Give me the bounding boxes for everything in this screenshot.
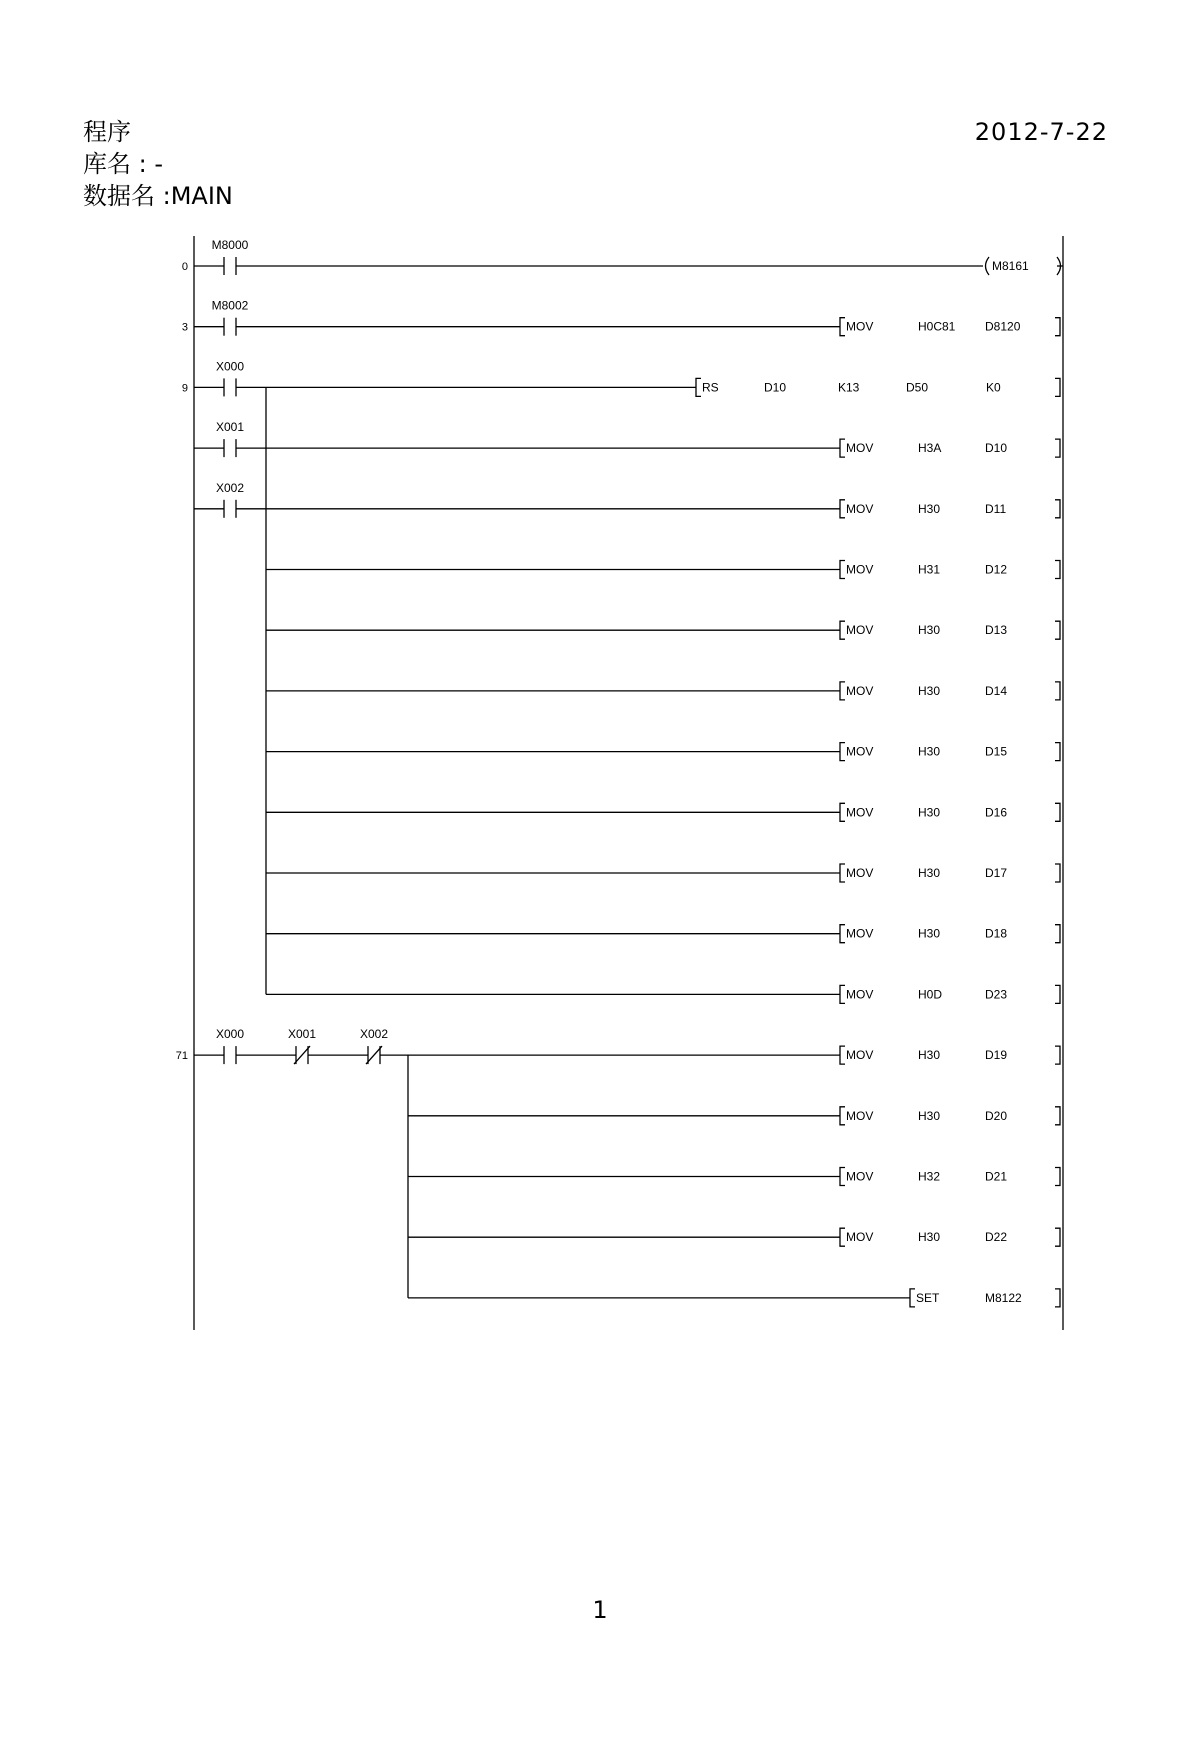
instr-operand: H30: [918, 501, 941, 516]
instr-left-bracket: [840, 621, 845, 639]
instr-right-bracket: [1055, 500, 1060, 518]
instr-operand: D10: [764, 380, 787, 395]
instr-left-bracket: [840, 985, 845, 1003]
contact-m8002: [212, 299, 249, 336]
step-number: 3: [181, 321, 188, 334]
instr-left-bracket: [840, 500, 845, 518]
instr-operand: H30: [918, 683, 941, 698]
instr-right-bracket: [1055, 378, 1060, 396]
contact-label: X000: [215, 359, 245, 374]
instr-right-bracket: [1055, 1289, 1060, 1307]
library-name: 库名 : -: [83, 150, 164, 178]
instr-right-bracket: [1055, 682, 1060, 700]
contact-label: M8000: [211, 238, 249, 252]
instr-operand: H30: [918, 1048, 941, 1063]
instr-operand: H32: [918, 1169, 941, 1184]
instr-operand: H30: [918, 805, 941, 820]
contact-x001: [288, 1027, 316, 1064]
instr-left-bracket: [840, 561, 845, 579]
instr-mnemonic: MOV: [846, 744, 874, 759]
contact-x002: [360, 1027, 388, 1064]
instr-mnemonic: RS: [702, 380, 719, 395]
instr-right-bracket: [1055, 561, 1060, 579]
instr-operand: H31: [918, 562, 941, 577]
instr-operand: D15: [985, 744, 1008, 759]
instr-operand: H30: [918, 866, 941, 880]
instr-operand: D11: [985, 501, 1007, 516]
instr-left-bracket: [840, 1046, 845, 1064]
contact-x000: [216, 359, 244, 396]
instr-right-bracket: [1055, 925, 1060, 943]
instr-mnemonic: MOV: [846, 623, 874, 638]
instr-operand: D13: [985, 623, 1008, 638]
instr-right-bracket: [1055, 1046, 1060, 1064]
instr-operand: D10: [985, 441, 1008, 456]
instr-mnemonic: MOV: [846, 1048, 874, 1063]
step-number: 0: [181, 261, 188, 273]
instr-right-bracket: [1055, 439, 1060, 457]
contact-x001: [216, 420, 244, 457]
contact-label: X001: [287, 1027, 317, 1042]
instr-operand: H30: [918, 926, 941, 941]
instr-right-bracket: [1055, 1228, 1060, 1246]
instr-operand: D12: [985, 562, 1008, 577]
instr-left-bracket: [910, 1289, 915, 1307]
instr-operand: D8120: [985, 319, 1021, 334]
instr-mnemonic: MOV: [846, 441, 874, 456]
contact-label: X001: [215, 420, 245, 435]
step-number: 9: [181, 382, 188, 395]
instr-mnemonic: SET: [916, 1290, 940, 1305]
instr-mnemonic: MOV: [846, 926, 874, 941]
instr-left-bracket: [840, 1107, 845, 1125]
instr-right-bracket: [1055, 1107, 1060, 1125]
print-date: 2012-7-22: [974, 118, 1108, 146]
instr-operand: H30: [918, 744, 941, 759]
coil-operand: M8161: [992, 259, 1029, 273]
instr-operand: D14: [985, 683, 1008, 698]
instr-mnemonic: MOV: [846, 987, 874, 1002]
instr-operand: H3A: [918, 441, 942, 456]
instr-operand: H30: [918, 1108, 941, 1123]
instr-left-bracket: [840, 925, 845, 943]
contact-label: M8002: [211, 298, 249, 313]
instr-mnemonic: MOV: [846, 805, 874, 820]
instr-left-bracket: [840, 682, 845, 700]
instr-mnemonic: MOV: [846, 1169, 874, 1184]
coil-left-paren: [986, 257, 990, 275]
instr-operand: D50: [906, 380, 929, 395]
instr-left-bracket: [840, 803, 845, 821]
instr-right-bracket: [1055, 1168, 1060, 1186]
instr-mnemonic: MOV: [846, 866, 874, 880]
instr-operand: H0C81: [918, 319, 956, 334]
instr-operand: D18: [985, 926, 1008, 941]
instr-right-bracket: [1055, 621, 1060, 639]
instr-mnemonic: MOV: [846, 501, 874, 516]
instr-left-bracket: [840, 1228, 845, 1246]
instr-right-bracket: [1055, 864, 1060, 882]
instr-right-bracket: [1055, 985, 1060, 1003]
instr-operand: D22: [985, 1230, 1008, 1245]
program-title: 程序: [83, 118, 131, 146]
step-number: 71: [175, 1050, 188, 1063]
contact-label: X002: [215, 480, 245, 495]
instr-operand: D23: [985, 987, 1008, 1002]
instr-mnemonic: MOV: [846, 319, 874, 334]
instr-operand: K0: [986, 380, 1001, 395]
instr-left-bracket: [840, 864, 845, 882]
instr-right-bracket: [1055, 803, 1060, 821]
instr-operand: D19: [985, 1048, 1008, 1063]
instr-operand: K13: [838, 380, 860, 395]
data-name-label: 数据名 :MAIN: [83, 182, 233, 210]
instr-operand: H30: [918, 623, 941, 638]
instr-operand: D21: [985, 1169, 1008, 1184]
instr-mnemonic: MOV: [846, 562, 874, 577]
instr-left-bracket: [840, 743, 845, 761]
contact-x000: [216, 1027, 244, 1064]
instr-left-bracket: [696, 378, 701, 396]
instr-operand: D20: [985, 1108, 1008, 1123]
instr-left-bracket: [840, 318, 845, 336]
instr-mnemonic: MOV: [846, 1230, 874, 1245]
instr-mnemonic: MOV: [846, 1108, 874, 1123]
instr-right-bracket: [1055, 743, 1060, 761]
instr-operand: H0D: [918, 987, 943, 1002]
page-number: 1: [592, 1596, 608, 1624]
instr-operand: H30: [918, 1230, 941, 1245]
contact-m8000: [212, 238, 249, 275]
instr-mnemonic: MOV: [846, 683, 874, 698]
instr-operand: D16: [985, 805, 1008, 820]
instr-operand: M8122: [985, 1290, 1022, 1305]
contact-x002: [216, 481, 244, 518]
instr-left-bracket: [840, 439, 845, 457]
instr-operand: D17: [985, 866, 1008, 880]
contact-label: X000: [215, 1027, 245, 1042]
instr-right-bracket: [1055, 318, 1060, 336]
instr-left-bracket: [840, 1168, 845, 1186]
contact-label: X002: [359, 1027, 389, 1042]
